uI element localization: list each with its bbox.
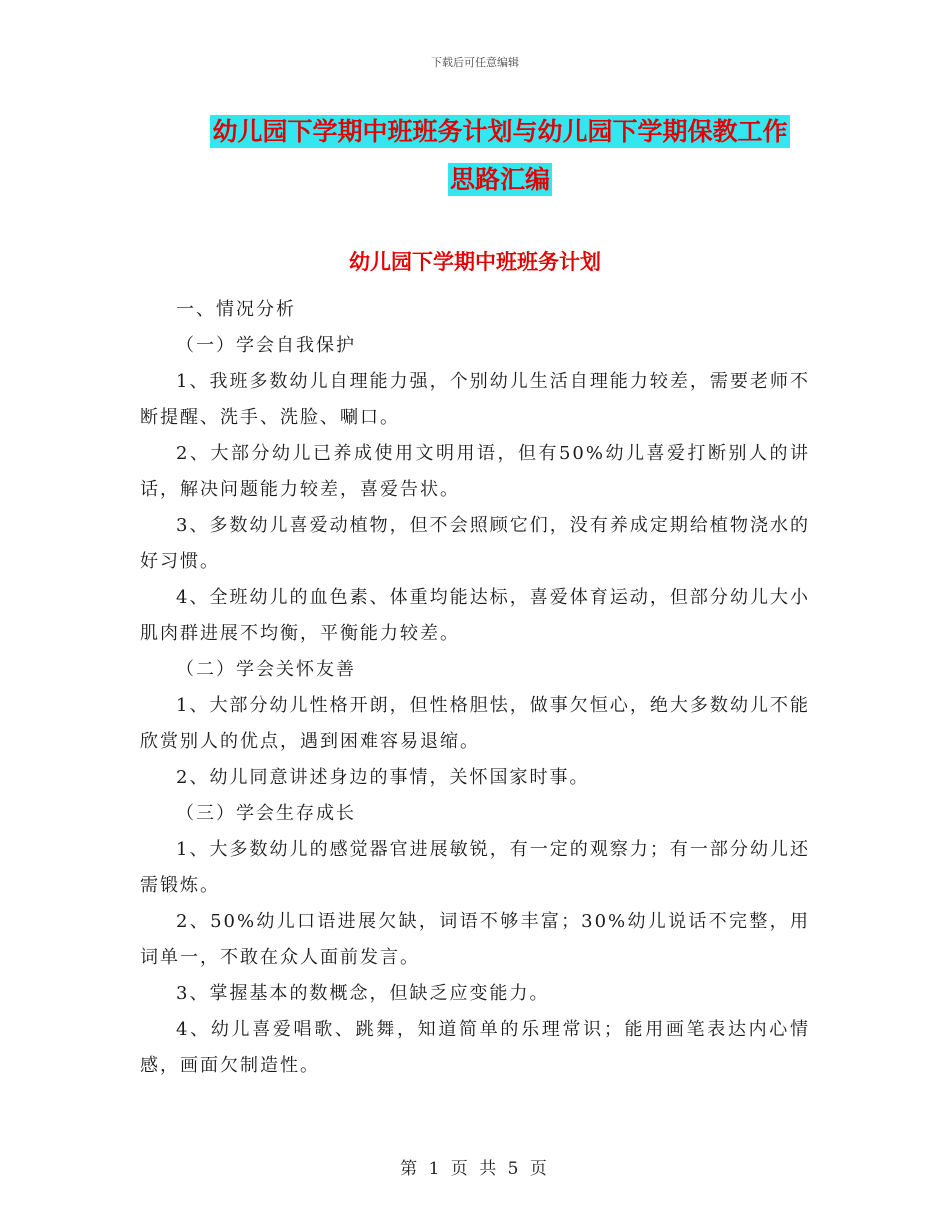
subheading-care-friendliness: （二）学会关怀友善 [176, 659, 356, 680]
title-line-1: 幼儿园下学期中班班务计划与幼儿园下学期保教工作 [212, 117, 788, 146]
paragraph: 1、大多数幼儿的感觉器官进展敏锐，有一定的观察力；有一部分幼儿还需锻炼。 [140, 839, 810, 896]
subheading-survival-growth: （三）学会生存成长 [176, 803, 356, 824]
subheading-self-protection: （一）学会自我保护 [176, 335, 356, 356]
heading-situation-analysis: 一、情况分析 [176, 299, 296, 320]
paragraph: 3、掌握基本的数概念，但缺乏应变能力。 [176, 983, 550, 1004]
document-body [140, 292, 810, 1084]
section-title: 幼儿园下学期中班班务计划 [349, 250, 601, 274]
paragraph: 2、幼儿同意讲述身边的事情，关怀国家时事。 [176, 767, 590, 788]
paragraph: 4、幼儿喜爱唱歌、跳舞，知道简单的乐理常识；能用画笔表达内心情感，画面欠制造性。 [140, 1019, 810, 1076]
paragraph: 1、大部分幼儿性格开朗，但性格胆怯，做事欠恒心，绝大多数幼儿不能欣赏别人的优点，遇到困难容易退缩。 [140, 695, 810, 752]
document-title [150, 108, 850, 204]
page-footer: 第 1 页 共 5 页 [400, 1159, 550, 1179]
paragraph: 2、大部分幼儿已养成使用文明用语，但有50%幼儿喜爱打断别人的讲话，解决问题能力较差，喜爱告状。 [140, 443, 810, 500]
paragraph: 2、50%幼儿口语进展欠缺，词语不够丰富；30%幼儿说话不完整，用词单一，不敢在众人面前发言。 [140, 911, 810, 968]
paragraph: 3、多数幼儿喜爱动植物，但不会照顾它们，没有养成定期给植物浇水的好习惯。 [140, 515, 810, 572]
title-line-2: 思路汇编 [449, 165, 550, 194]
paragraph: 4、全班幼儿的血色素、体重均能达标，喜爱体育运动，但部分幼儿大小肌肉群进展不均衡，平衡能力较差。 [140, 587, 810, 644]
header-note: 下载后可任意编辑 [431, 56, 519, 69]
paragraph: 1、我班多数幼儿自理能力强，个别幼儿生活自理能力较差，需要老师不断提醒、洗手、洗脸、唰口。 [140, 371, 810, 428]
